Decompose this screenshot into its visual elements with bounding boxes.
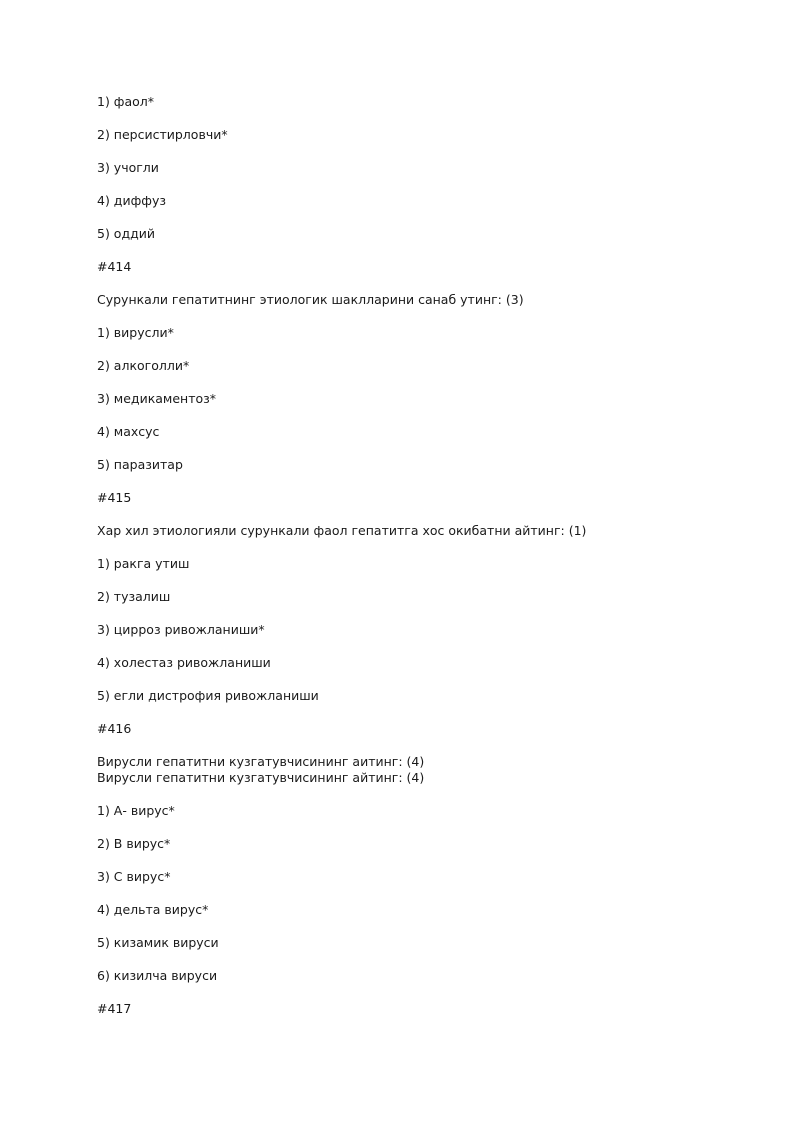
answer-option: 3) учогли	[97, 160, 159, 175]
answer-option: 4) дельта вирус*	[97, 902, 209, 917]
question-text: Вирусли гепатитни кузгатувчисининг аитинг: (4)	[97, 754, 425, 769]
answer-option: 5) егли дистрофия ривожланиши	[97, 688, 319, 703]
question-number: #415	[97, 490, 132, 505]
answer-option: 2) В вирус*	[97, 836, 171, 851]
answer-option: 5) паразитар	[97, 457, 183, 472]
answer-option: 1) вирусли*	[97, 325, 174, 340]
question-text: Хар хил этиологияли сурункали фаол гепатитга хос окибатни айтинг: (1)	[97, 523, 587, 538]
answer-option: 6) кизилча вируси	[97, 968, 218, 983]
question-number: #414	[97, 259, 132, 274]
question-number: #416	[97, 721, 132, 736]
answer-option: 3) медикаментоз*	[97, 391, 217, 406]
question-text: Сурункали гепатитнинг этиологик шаклларини санаб утинг: (3)	[97, 292, 524, 307]
answer-option: 2) тузалиш	[97, 589, 171, 604]
question-number: #417	[97, 1001, 132, 1016]
answer-option: 4) махсус	[97, 424, 160, 439]
answer-option: 5) оддий	[97, 226, 155, 241]
answer-option: 3) С вирус*	[97, 869, 171, 884]
answer-option: 3) цирроз ривожланиши*	[97, 622, 265, 637]
document-page	[97, 94, 757, 1034]
answer-option: 4) холестаз ривожланиши	[97, 655, 271, 670]
question-text: Вирусли гепатитни кузгатувчисининг айтинг: (4)	[97, 770, 425, 785]
answer-option: 2) алкоголли*	[97, 358, 190, 373]
answer-option: 5) кизамик вируси	[97, 935, 219, 950]
answer-option: 1) ракга утиш	[97, 556, 190, 571]
answer-option: 2) персистирловчи*	[97, 127, 228, 142]
answer-option: 1) А- вирус*	[97, 803, 175, 818]
answer-option: 4) диффуз	[97, 193, 166, 208]
answer-option: 1) фаол*	[97, 94, 155, 109]
